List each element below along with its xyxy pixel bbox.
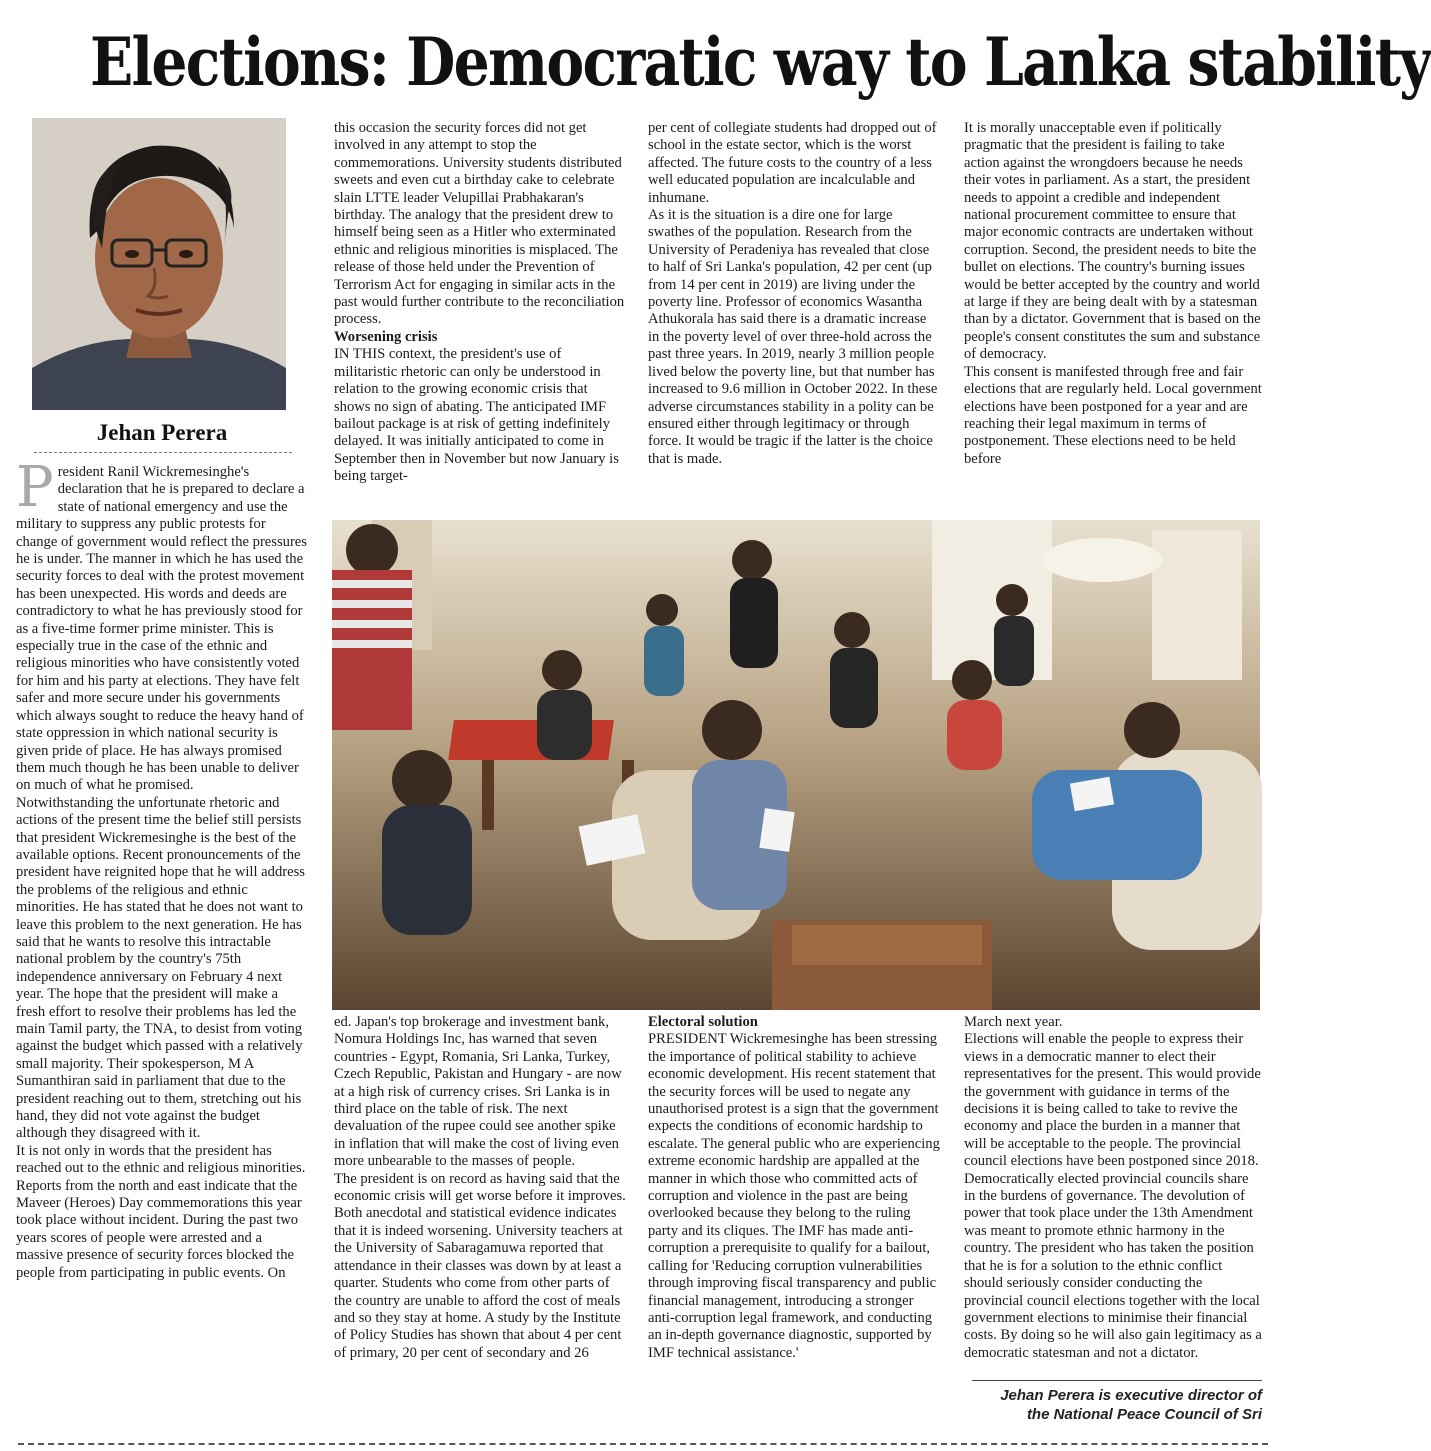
paragraph: It is morally unacceptable even if politically pragmatic that the president is failing to take action against the wrongdoers because he needs their votes in parliament. As a start, the president needs to appoint a credible and independent national procurement committee to ensure that major economic contracts are undertaken without corruption. Second, the president needs to bite the bullet on elections. The country's burning issues would be better accepted by the country and world at large if they are being dealt with by a statesman than by a dictator. Government that is based on the people's consent constitutes the sum and substance of democracy.	[964, 120, 1261, 363]
paragraph: Notwithstanding the unfortunate rhetoric and actions of the present time the belief still persists that president Wickremesinghe is the best of the available options. Recent pronouncements of the president have reignited hope that he will address the problems of the religious and ethnic minorities. He has stated that he does not want to leave this problem to the next generation. He has said that he wants to resolve this intractable national problem by the country's 75th independence anniversary on February 4 next year. The hope that the president will make a fresh effort to resolve their problems has led the main Tamil party, the TNA, to desist from voting against the budget which passed with a relatively small majority. Their spokesperson, M A Sumanthiran said in parliament that due to the president reaching out to them, stretching out his hand, they did not vote against the budget although they disagreed with it.	[16, 794, 305, 1142]
paragraph: The president is on record as having said that the economic crisis will get worse before it improves. Both anecdotal and statistical evidence indicates that it is indeed worsening. University teachers at the University of Sabaragamuwa reported that attendance in their classes was down by at least a quarter. Students who come from other parts of the country are unable to afford the cost of meals and so they stay at home. A study by the Institute of Policy Studies has shown that about 4 per cent of primary, 20 per cent of secondary and 26	[334, 1170, 626, 1361]
paragraph: per cent of collegiate students had dropped out of school in the estate sector, which is the worst affected. The future costs to the country of a less well educated population are incalculable and inhumane.	[648, 120, 937, 206]
paragraph: As it is the situation is a dire one for large swathes of the population. Research from the University of Peradeniya has revealed that close to half of Sri Lanka's population, 42 per cent (up from 14 per cent in 2019) are living under the poverty line. Professor of economics Wasantha Athukorala has said there is a dramatic increase in the poverty level of over three-hold across the past three years. In 2019, nearly 3 million people lived below the poverty line, but that number has increased to 9.6 million in October 2022. In these adverse circumstances stability in a polity can be ensured either through legitimacy or through force. It would be tragic if the latter is the choice that is made.	[648, 207, 938, 467]
author-footnote	[960, 1386, 1262, 1424]
paragraph: This consent is manifested through free and fair elections that are regularly held. Local government elections have been postponed for a year and are reaching their legal maximum in terms of postponement. These elections need to be held before	[964, 363, 1262, 467]
subheading: Electoral solution	[648, 1014, 758, 1030]
paragraph: It is not only in words that the president has reached out to the ethnic and religious minorities. Reports from the north and east indicate that the Maveer (Heroes) Day commemorations this year took place without incident. During the past two years scores of people were arrested and a massive presence of security forces blocked the people from participating in public events. On	[16, 1142, 306, 1281]
footnote-line: Jehan Perera is executive director of	[1000, 1387, 1262, 1404]
column-3-top	[648, 120, 940, 510]
column-3-bottom	[648, 1014, 940, 1416]
column-2-bottom	[334, 1014, 626, 1416]
author-byline: Jehan Perera	[96, 420, 228, 445]
footnote-divider	[972, 1380, 1262, 1381]
column-left	[16, 455, 308, 1374]
paragraph: Elections will enable the people to express their views in a democratic manner to elect their representatives for the present. This would provide the government with guidance in terms of the decisions it is being called to take to revive the economy and place the burden in a manner that will be acceptable to the people. The provincial council elections have been postponed since 2018. Democratically elected provincial councils share in the burdens of governance. The devolution of power that took place under the 13th Amendment was meant to promote ethnic harmony in the country. The president who has taken the position that he is for a solution to the ethnic conflict should seriously consider conducting the provincial council elections together with the local government elections to minimise their financial costs. By doing so he will also gain legitimacy as a democratic statesman and not a dictator.	[964, 1031, 1262, 1361]
paragraph: IN THIS context, the president's use of militaristic rhetoric can only be understood in relation to the growing economic crisis that shows no sign of abating. The anticipated IMF bailout package is at risk of getting indefinitely delayed. It was initially anticipated to come in September then in November but now January is being target-	[334, 346, 619, 485]
column-4-bottom	[964, 1014, 1262, 1374]
news-photo-image	[332, 520, 1260, 1010]
column-4-top	[964, 120, 1262, 510]
author-portrait-image	[32, 118, 286, 410]
subheading: Worsening crisis	[334, 328, 438, 345]
paragraph-text: resident Ranil Wickremesinghe's declaration that he is prepared to declare a state of national emergency and use the military to suppress any public protests for change of government would reflect the pressures he is under. The manner in which he has used the security forces to deal with the protest movement has been unexpected. His words and deeds are contradictory to what he has previously stood for as a five-time former prime minister. This is especially true in the case of the ethnic and religious minorities who have consistently voted for him and his party at elections. They have felt safer and more secure under his governments which always sought to reduce the heavy hand of state oppression in which national security is given pride of place. He has always promised them much though he has been unable to deliver on much of what he promised.	[16, 464, 307, 794]
paragraph: March next year.	[964, 1014, 1063, 1030]
column-2-top	[334, 120, 626, 510]
paragraph	[16, 455, 308, 795]
dropcap: P	[16, 455, 54, 520]
byline-divider	[34, 452, 292, 453]
author-portrait	[32, 118, 286, 410]
page-bottom-divider	[18, 1443, 1268, 1445]
paragraph: ed. Japan's top brokerage and investment bank, Nomura Holdings Inc, has warned that seven countries - Egypt, Romania, Sri Lanka, Turkey, Czech Republic, Pakistan and Hungary - are now at a high risk of currency crises. Sri Lanka is in third place on the table of risk. The next devaluation of the rupee could see another spike in inflation that will make the cost of living even more unbearable to the masses of people.	[334, 1014, 622, 1170]
paragraph: PRESIDENT Wickremesinghe has been stressing the importance of political stability to achieve economic development. His recent statement that the security forces will be used to negate any unauthorised protest is a sign that the government expects the conditions of economic hardship to escalate. The general public who are experiencing extreme economic hardship are appalled at the manner in which those who committed acts of corruption and violence in the past are being overlooked because they belong to the ruling party and its cliques. The IMF has made anti-corruption a prerequisite to qualify for a bailout, calling for 'Reducing corruption vulnerabilities through improving fiscal transparency and public financial management, introducing a stronger anti-corruption legal framework, and conducting an in-depth governance diagnostic, supported by IMF technical assistance.'	[648, 1031, 940, 1361]
headline: Elections: Democratic way to Lanka stability	[89, 23, 1431, 101]
news-photo	[332, 520, 1260, 1010]
footnote-line: the National Peace Council of Sri	[1026, 1406, 1262, 1423]
paragraph: this occasion the security forces did not get involved in any attempt to stop the commemorations. University students distributed sweets and even cut a birthday cake to celebrate slain LTTE leader Velupillai Prabhakaran's birthday. The analogy that the president drew to himself being seen as a Hitler who exterminated ethnic and religious minorities is misplaced. The release of those held under the Prevention of Terrorism Act for engaging in similar acts in the past would further contribute to the reconciliation process.	[334, 120, 625, 328]
